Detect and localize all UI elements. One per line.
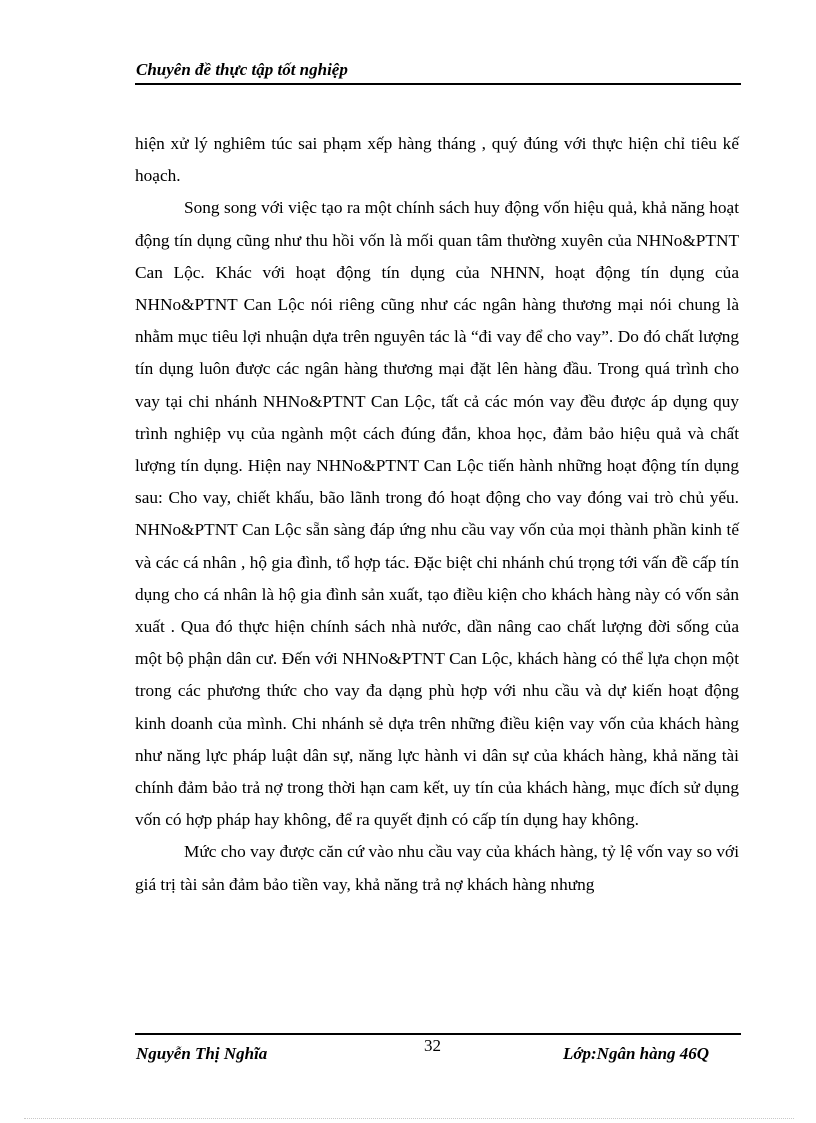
- document-body: [135, 128, 739, 901]
- paragraph-loan-level: Mức cho vay được căn cứ vào nhu cầu vay của khách hàng, tỷ lệ vốn vay so với giá trị tài sản đảm bảo tiền vay, khả năng trả nợ khách hàng nhưng: [135, 842, 739, 894]
- page-bottom-edge: [24, 1118, 794, 1119]
- footer-class-label: Lớp:Ngân hàng 46Q: [563, 1044, 710, 1063]
- footer-divider: [135, 1033, 741, 1035]
- header-divider: [135, 83, 741, 85]
- document-header-title: Chuyên đề thực tập tốt nghiệp: [136, 60, 348, 79]
- paragraph-credit-activities: Song song với việc tạo ra một chính sách huy động vốn hiệu quả, khả năng hoạt động tín dụng cũng như thu hồi vốn là mối quan tâm thường xuyên của NHNo&PTNT Can Lộc. Khác với hoạt động tín dụng của NHNN, hoạt động tín dụng của NHNo&PTNT Can Lộc nói riêng cũng như các ngân hàng thương mại nói chung là nhằm mục tiêu lợi nhuận dựa trên nguyên tác là “đi vay để cho vay”. Do đó chất lượng tín dụng luôn được các ngân hàng thương mại đặt lên hàng đầu. Trong quá trình cho vay tại chi nhánh NHNo&PTNT Can Lộc, tất cả các món vay đều được áp dụng quy trình nghiệp vụ của ngành một cách đúng đắn, khoa học, đảm bảo hiệu quả và chất lượng tín dụng. Hiện nay NHNo&PTNT Can Lộc tiến hành những hoạt động tín dụng sau: Cho vay, chiết khấu, bão lãnh trong đó hoạt động cho vay đóng vai trò chủ yếu. NHNo&PTNT Can Lộc sẵn sàng đáp ứng nhu cầu vay vốn của mọi thành phần kinh tế và các cá nhân , hộ gia đình, tổ hợp tác. Đặc biệt chi nhánh chú trọng tới vấn đề cấp tín dụng cho cá nhân là hộ gia đình sản xuất, tạo điều kiện cho khách hàng này có vốn sản xuất . Qua đó thực hiện chính sách nhà nước, dần nâng cao chất lượng đời sống của một bộ phận dân cư. Đến với NHNo&PTNT Can Lộc, khách hàng có thể lựa chọn một trong các phương thức cho vay đa dạng phù hợp với nhu cầu và dự kiến hoạt động kinh doanh của mình. Chi nhánh sẻ dựa trên những điều kiện vay vốn của khách hàng như năng lực pháp luật dân sự, năng lực hành vi dân sự của khách hàng, khả năng tài chính đảm bảo trả nợ trong thời hạn cam kết, uy tín của khách hàng, mục đích sử dụng vốn có hợp pháp hay không, để ra quyết định có cấp tín dụng hay không.: [135, 198, 739, 830]
- footer-author: Nguyễn Thị Nghĩa: [136, 1044, 268, 1063]
- page-number: 32: [424, 1036, 441, 1055]
- paragraph-continuation: hiện xử lý nghiêm túc sai phạm xếp hàng tháng , quý đúng với thực hiện chỉ tiêu kế hoạch.: [135, 134, 739, 186]
